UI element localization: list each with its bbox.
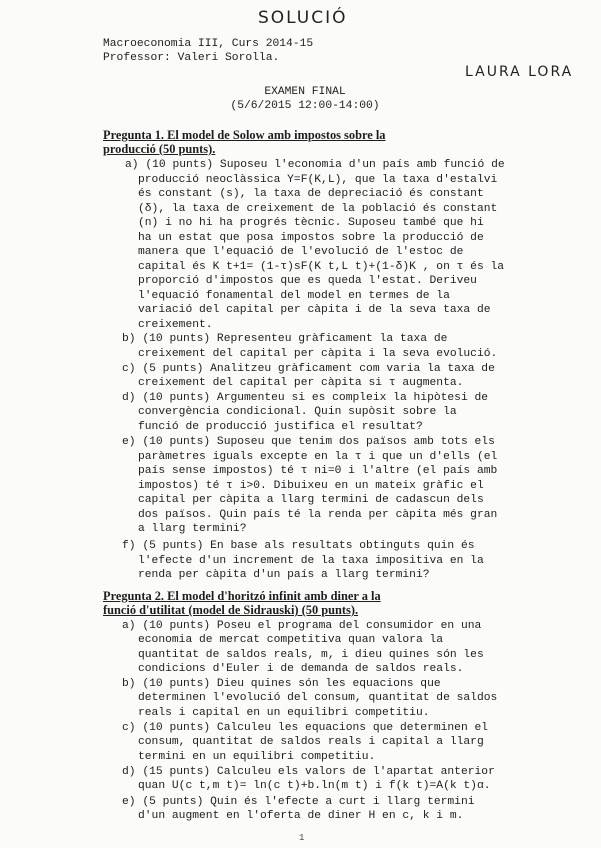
q2-b-line: reals i capital en un equilibri competitiu.: [138, 707, 430, 719]
q2-c-line: consum, quantitat de saldos reals i capital a llarg: [138, 736, 484, 748]
q1-a-line: l'equació fonamental del model en termes de la: [138, 290, 450, 302]
q1-e-line: país sense impostos) té τ ni=0 i l'altre (el país amb: [138, 465, 498, 477]
page-number-mark: 1: [299, 833, 305, 843]
q1-b-line: b) (10 punts) Representeu gràficament la taxa de: [122, 333, 448, 345]
q2-c-line: c) (10 punts) Calculeu les equacions que determinen el: [122, 722, 489, 734]
q1-d-line: convergència condicional. Quin supòsit sobre la: [138, 406, 457, 418]
q2-c-line: termini en un equilibri competitiu.: [138, 751, 376, 763]
q1-a-line: proporció d'impostos que es queda l'estat. Deriveu: [138, 275, 477, 287]
q1-c-line: creixement del capital per càpita si τ augmenta.: [138, 377, 464, 389]
course-line: Macroeconomia III, Curs 2014-15: [103, 38, 314, 50]
q2-a-line: condicions d'Euler i de demanda de saldos reals.: [138, 663, 464, 675]
q1-d-line: funció de producció justifica el resultat?: [138, 421, 423, 433]
q1-a-line: a) (10 punts) Suposeu l'economia d'un país amb funció de: [125, 159, 505, 171]
q1-e-line: impostos) té τ i>0. Dibuixeu en un mateix gràfic el: [138, 480, 484, 492]
q2-a-line: quantitat de saldos reals, m, i dieu quines són les: [138, 649, 484, 661]
exam-date: (5/6/2015 12:00-14:00): [230, 100, 380, 112]
q1-e-line: capital per càpita a llarg termini de cadascun dels: [138, 494, 484, 506]
q1-d-line: d) (10 punts) Argumenteu si es compleix la hipòtesi de: [122, 392, 489, 404]
q1-heading-line: Pregunta 1. El model de Solow amb impostos sobre la: [103, 128, 386, 142]
exam-title: EXAMEN FINAL: [264, 86, 346, 98]
q1-b-line: creixement del capital per càpita i la seva evolució.: [138, 348, 498, 360]
q1-c-line: c) (5 punts) Analitzeu gràficament com varia la taxa de: [122, 363, 495, 375]
q2-d-line: d) (15 punts) Calculeu els valors de l'apartat anterior: [122, 766, 495, 778]
handwritten-title: SOLUCIÓ: [258, 8, 348, 28]
q2-a-line: economia de mercat competitiva quan valora la: [138, 634, 444, 646]
q1-f-line: f) (5 punts) En base als resultats obtinguts quin és: [122, 540, 475, 552]
q1-a-line: és constant (s), la taxa de depreciació és constant: [138, 188, 484, 200]
q1-e-line: dos països. Quin país té la renda per càpita més gran: [138, 509, 498, 521]
q2-a-line: a) (10 punts) Poseu el programa del consumidor en una: [122, 620, 482, 632]
q1-a-line: variació del capital per càpita i de la seva taxa de: [138, 304, 491, 316]
q2-heading-line: funció d'utilitat (model de Sidrauski) (50 punts).: [103, 603, 359, 617]
q1-a-line: producció neoclàssica Y=F(K,L), que la taxa d'estalvi: [138, 174, 498, 186]
q1-a-line: ha un estat que posa impostos sobre la producció de: [138, 232, 484, 244]
professor-line: Professor: Valeri Sorolla.: [103, 52, 280, 64]
q1-heading-line: producció (50 punts).: [103, 142, 216, 156]
q2-e-line: e) (5 punts) Quin és l'efecte a curt i llarg termini: [122, 796, 475, 808]
q2-b-line: b) (10 punts) Dieu quines són les equacions que: [122, 678, 441, 690]
q1-a-line: manera que l'equació de l'evolució de l'estoc de: [138, 246, 464, 258]
q1-e-line: e) (10 punts) Suposeu que tenim dos països amb tots els: [122, 436, 495, 448]
q2-e-line: d'un augment en l'oferta de diner H en c, k i m.: [138, 810, 464, 822]
q1-a-line: (δ), la taxa de creixement de la població és constant: [138, 203, 498, 215]
handwritten-student-name: LAURA LORA: [465, 64, 574, 80]
q1-f-line: l'efecte d'un increment de la taxa impositiva en la: [138, 555, 484, 567]
q1-e-line: paràmetres iguals excepte en la τ i que un d'ells (el: [138, 451, 498, 463]
q1-f-line: renda per càpita d'un país a llarg termini?: [138, 569, 430, 581]
q2-d-line: quan U(c t,m t)= ln(c t)+b.ln(m t) i f(k t)=A(k t)α.: [138, 780, 491, 792]
q2-heading-line: Pregunta 2. El model d'horitzó infinit amb diner a la: [103, 589, 381, 603]
q1-a-line: capital és K t+1= (1-τ)sF(K t,L t)+(1-δ)K , on τ és la: [138, 261, 505, 273]
q1-a-line: creixement.: [138, 319, 213, 331]
q1-a-line: (n) i no hi ha progrés tècnic. Suposeu també que hi: [138, 217, 484, 229]
q2-b-line: determinen l'evolució del consum, quantitat de saldos: [138, 692, 498, 704]
q1-e-line: a llarg termini?: [138, 523, 247, 535]
